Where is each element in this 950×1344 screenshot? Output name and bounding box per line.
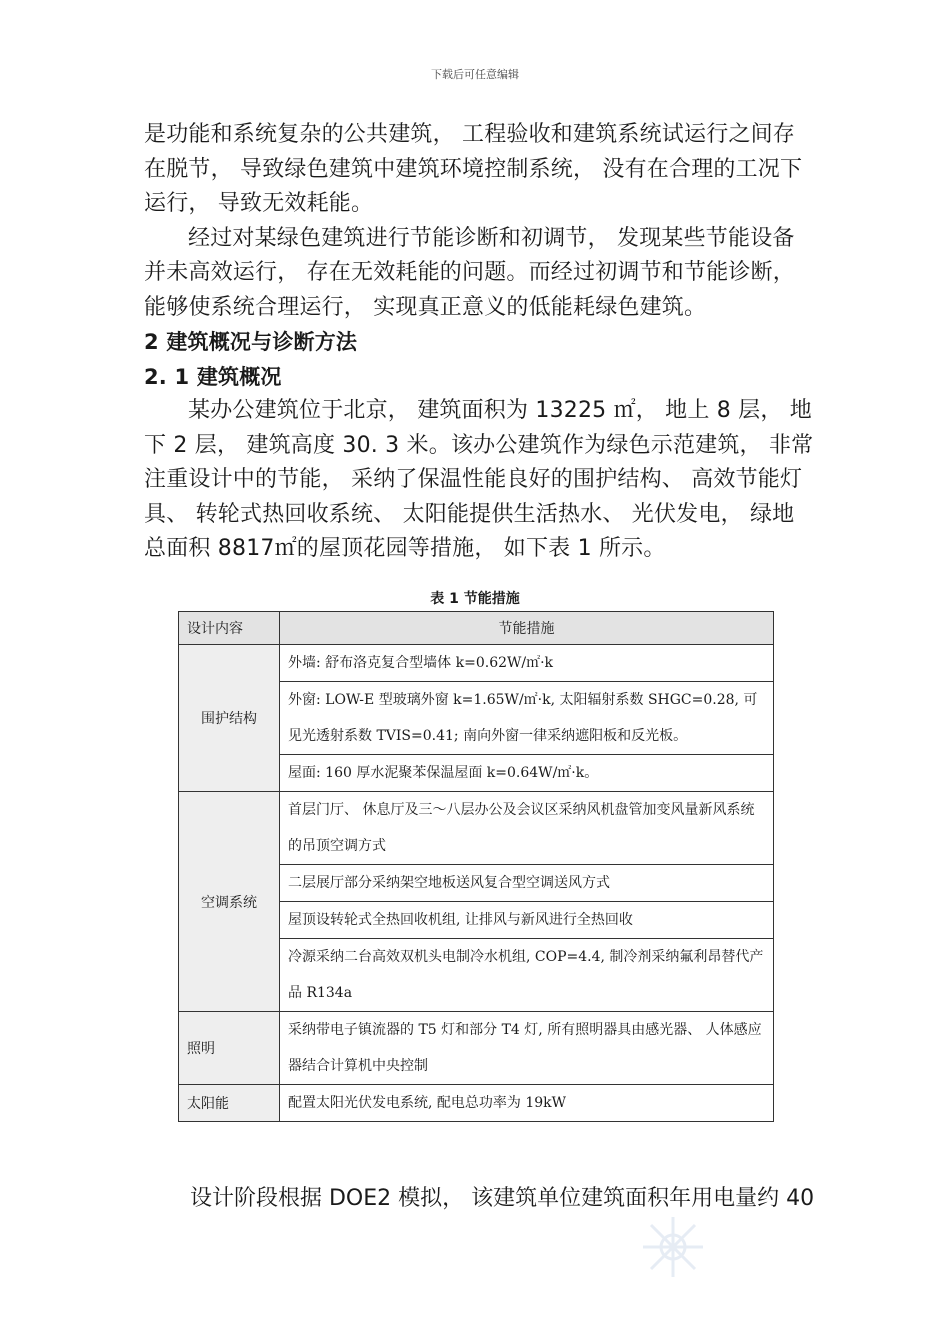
subsection-heading: 2. 1 建筑概况 (144, 364, 282, 389)
section-heading: 2 建筑概况与诊断方法 (144, 330, 358, 354)
table-caption: 表 1 节能措施 (430, 591, 520, 607)
table-cell: 二层展厅部分采纳架空地板送风复合型空调送风方式 (280, 865, 774, 902)
table-cell: 外墙: 舒布洛克复合型墙体 k=0.62W/㎡·k (280, 645, 774, 682)
table-cell: 采纳带电子镇流器的 T5 灯和部分 T4 灯, 所有照明器具由感光器、 人体感应器结合计算机中央控制 (280, 1012, 774, 1085)
table-row (179, 792, 774, 865)
table-cell: 配置太阳光伏发电系统, 配电总功率为 19kW (280, 1085, 774, 1122)
table-row (179, 1012, 774, 1085)
paragraph-continuation: 是功能和系统复杂的公共建筑， 工程验收和建筑系统试运行之间存在脱节， 导致绿色建筑中建筑环境控制系统， 没有在合理的工况下运行， 导致无效耗能。 (144, 122, 803, 216)
table-header-row (179, 612, 774, 645)
category-solar: 太阳能 (179, 1085, 280, 1122)
page-header: 下载后可任意编辑 (431, 68, 519, 81)
header-measures: 节能措施 (280, 612, 774, 645)
body-text (144, 118, 814, 567)
category-lighting: 照明 (179, 1012, 280, 1085)
energy-saving-table (178, 611, 774, 1122)
paragraph-diagnosis: 经过对某绿色建筑进行节能诊断和初调节， 发现某些节能设备并未高效运行， 存在无效耗能的问题。而经过初调节和节能诊断， 能够使系统合理运行， 实现真正意义的低能耗绿色建筑。 (144, 225, 795, 320)
table-cell: 屋顶设转轮式全热回收机组, 让排风与新风进行全热回收 (280, 902, 774, 939)
category-hvac: 空调系统 (179, 792, 280, 1012)
header-design-content: 设计内容 (179, 612, 280, 645)
category-envelope: 围护结构 (179, 645, 280, 792)
table-cell: 外窗: LOW-E 型玻璃外窗 k=1.65W/㎡·k, 太阳辐射系数 SHGC=0.28, 可见光透射系数 TVIS=0.41; 南向外窗一律采纳遮阳板和反光板。 (280, 682, 774, 755)
table-cell: 屋面: 160 厚水泥聚苯保温屋面 k=0.64W/㎡·k。 (280, 755, 774, 792)
table-row (179, 645, 774, 682)
paragraph-simulation: 设计阶段根据 DOE2 模拟， 该建筑单位建筑面积年用电量约 40 (190, 1186, 815, 1211)
table-cell: 冷源采纳二台高效双机头电制冷水机组, COP=4.4, 制冷剂采纳氟利昂替代产品 R134a (280, 939, 774, 1012)
table-cell: 首层门厅、 休息厅及三～八层办公及会议区采纳风机盘管加变风量新风系统的吊顶空调方式 (280, 792, 774, 865)
table-row (179, 1085, 774, 1122)
watermark-snowflake-icon (638, 1212, 708, 1282)
paragraph-building-overview: 某办公建筑位于北京， 建筑面积为 13225 ㎡， 地上 8 层， 地下 2 层， 建筑高度 30. 3 米。该办公建筑作为绿色示范建筑， 非常注重设计中的节能， 采纳了保温性能良好的围护结构、 高效节能灯具、 转轮式热回收系统、 太阳能提供生活热水、 光伏发电， 绿地总面积 8817㎡的屋顶花园等措施， 如下表 1 所示。 (144, 398, 814, 561)
